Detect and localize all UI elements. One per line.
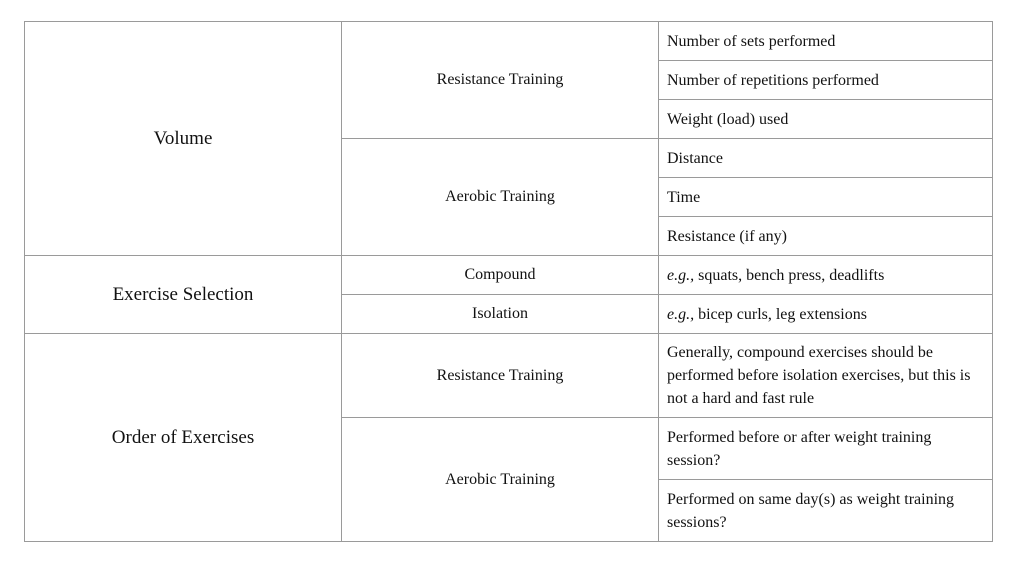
- detail-cell: [659, 295, 993, 334]
- category-exercise-selection: Exercise Selection: [25, 256, 342, 334]
- example-prefix: e.g.,: [667, 266, 695, 284]
- table-row: [25, 334, 993, 418]
- detail-cell: Number of sets performed: [659, 22, 993, 61]
- subcategory-order-resistance: Resistance Training: [342, 334, 659, 418]
- detail-cell: Time: [659, 178, 993, 217]
- detail-cell: [659, 256, 993, 295]
- category-order-of-exercises: Order of Exercises: [25, 334, 342, 542]
- subcategory-volume-aerobic: Aerobic Training: [342, 139, 659, 256]
- detail-cell: Generally, compound exercises should be performed before isolation exercises, but this is not a hard and fast rule: [659, 334, 993, 418]
- subcategory-compound: Compound: [342, 256, 659, 295]
- detail-cell: Weight (load) used: [659, 100, 993, 139]
- exercise-variables-table: [24, 21, 993, 542]
- subcategory-volume-resistance: Resistance Training: [342, 22, 659, 139]
- detail-cell: Resistance (if any): [659, 217, 993, 256]
- detail-cell: Distance: [659, 139, 993, 178]
- example-text: squats, bench press, deadlifts: [694, 266, 885, 284]
- table-row: [25, 256, 993, 295]
- example-prefix: e.g.,: [667, 305, 695, 323]
- subcategory-isolation: Isolation: [342, 295, 659, 334]
- table-row: [25, 22, 993, 61]
- subcategory-order-aerobic: Aerobic Training: [342, 418, 659, 542]
- detail-cell: Performed before or after weight training session?: [659, 418, 993, 480]
- example-text: bicep curls, leg extensions: [694, 305, 867, 323]
- detail-cell: Number of repetitions performed: [659, 61, 993, 100]
- detail-cell: Performed on same day(s) as weight training sessions?: [659, 480, 993, 542]
- category-volume: Volume: [25, 22, 342, 256]
